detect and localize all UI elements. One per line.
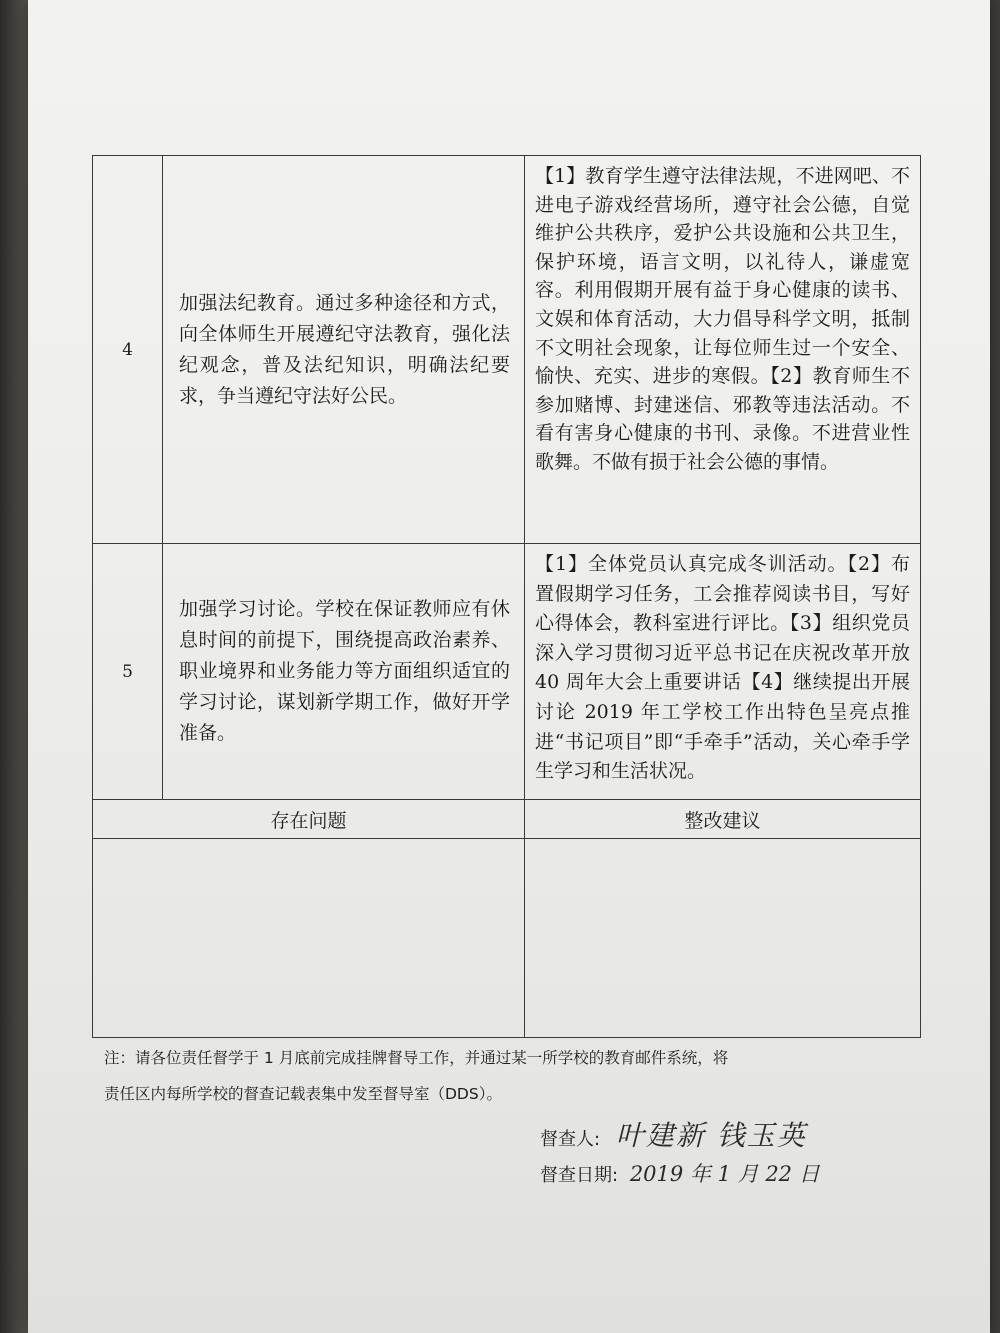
problems-header: 存在问题 [93,800,525,839]
footnote [104,1040,904,1112]
item-content: 加强法纪教育。通过多种途径和方式，向全体师生开展遵纪守法教育，强化法纪观念，普及法纪知识，明确法纪要求，争当遵纪守法好公民。 [163,156,525,544]
inspector-line [540,1114,807,1154]
inspector-label: 督查人: [540,1129,601,1150]
date-value: 2019 年 1 月 22 日 [629,1162,820,1186]
item-measures: 【1】全体党员认真完成冬训活动。【2】布置假期学习任务，工会推荐阅读书目，写好心得体会，教科室进行评比。【3】组织党员深入学习贯彻习近平总书记在庆祝改革开放 40 周年大会上重要讲话【4】继续提出开展讨论 2019 年工学校工作出特色呈亮点推进“书记项目”即“手牵手”活动，关心牵手学生学习和生活状况。 [525,544,921,800]
footnote-line: 责任区内每所学校的督查记载表集中发至督导室（DDS）。 [104,1085,502,1103]
suggestions-cell [525,839,921,1038]
table-row [93,544,921,800]
inspection-table [92,155,921,1038]
background-edge [0,0,30,1333]
item-content: 加强学习讨论。学校在保证教师应有休息时间的前提下，围绕提高政治素养、职业境界和业务能力等方面组织适宜的学习讨论，谋划新学期工作，做好开学准备。 [163,544,525,800]
date-label: 督查日期: [540,1165,619,1186]
suggestions-header: 整改建议 [525,800,921,839]
row-number: 4 [93,156,163,544]
row-number: 5 [93,544,163,800]
section-header-row [93,800,921,839]
inspector-signature: 叶建新 钱玉英 [615,1119,807,1152]
empty-row [93,839,921,1038]
date-line [540,1158,820,1188]
footnote-line: 注：请各位责任督学于 1 月底前完成挂牌督导工作，并通过某一所学校的教育邮件系统，将 [104,1049,729,1067]
problems-cell [93,839,525,1038]
table-row [93,156,921,544]
item-measures: 【1】教育学生遵守法律法规，不进网吧、不进电子游戏经营场所，遵守社会公德，自觉维护公共秩序，爱护公共设施和公共卫生，保护环境，语言文明，以礼待人，谦虚宽容。利用假期开展有益于身心健康的读书、文娱和体育活动，大力倡导科学文明，抵制不文明社会现象，让每位师生过一个安全、愉快、充实、进步的寒假。【2】教育师生不参加赌博、封建迷信、邪教等违法活动。不看有害身心健康的书刊、录像。不进营业性歌舞。不做有损于社会公德的事情。 [525,156,921,544]
